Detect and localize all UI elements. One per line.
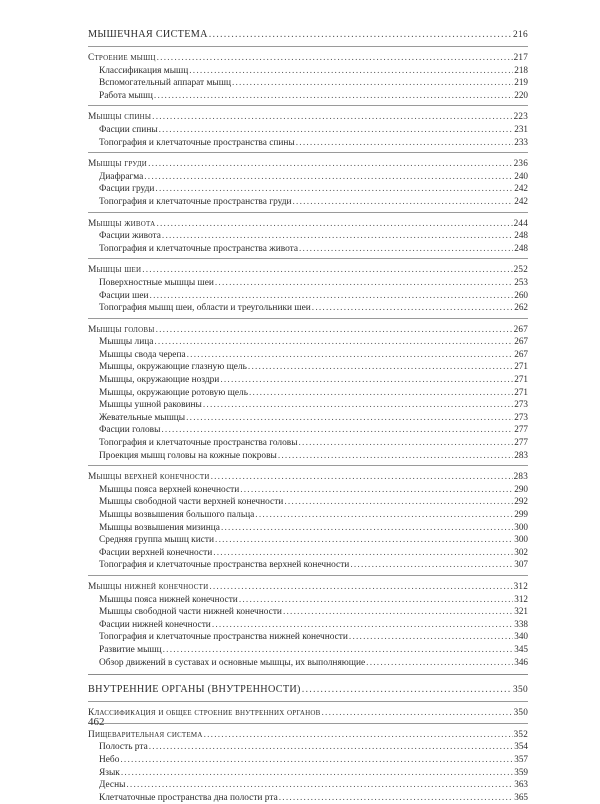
toc-group-entry bbox=[88, 470, 528, 483]
toc-group-entry bbox=[88, 217, 528, 230]
toc-divider bbox=[88, 318, 528, 319]
toc-item-entry bbox=[88, 495, 528, 508]
toc-group bbox=[88, 323, 528, 462]
toc-divider bbox=[88, 723, 528, 724]
toc-divider bbox=[88, 212, 528, 213]
toc-title: Развитие мышц bbox=[99, 644, 162, 655]
toc-leader-dots bbox=[279, 792, 513, 804]
toc-leader-dots bbox=[186, 412, 513, 425]
toc-item-entry bbox=[88, 483, 528, 496]
toc-leader-dots bbox=[154, 90, 513, 103]
toc-page: 217 bbox=[513, 52, 528, 62]
toc-item-entry bbox=[88, 411, 528, 424]
toc-title: Средняя группа мышц кисти bbox=[99, 535, 215, 546]
toc-leader-dots bbox=[148, 158, 513, 171]
toc-item-entry bbox=[88, 64, 528, 77]
toc-group bbox=[88, 263, 528, 313]
toc-item-entry bbox=[88, 656, 528, 669]
toc-page: 299 bbox=[514, 509, 528, 519]
toc-leader-dots bbox=[159, 124, 514, 137]
toc-divider bbox=[88, 105, 528, 106]
toc-page: 300 bbox=[514, 521, 528, 532]
toc-item-entry bbox=[88, 436, 528, 449]
toc-leader-dots bbox=[161, 424, 513, 437]
toc-title: Вспомогательный аппарат мышц bbox=[99, 78, 231, 89]
toc-leader-dots bbox=[284, 496, 513, 509]
toc-item-entry bbox=[88, 791, 528, 804]
toc-item-entry bbox=[88, 242, 528, 255]
toc-page: 216 bbox=[513, 30, 528, 40]
toc-leader-dots bbox=[215, 534, 513, 547]
toc-title: Мышцы, окружающие ротовую щель bbox=[99, 387, 248, 398]
toc-title: Мышцы шеи bbox=[88, 265, 142, 276]
toc-title: Мышцы живота bbox=[88, 218, 156, 229]
toc-title: Мышцы, окружающие глазную щель bbox=[99, 362, 247, 373]
toc-title: Строение мышц bbox=[88, 53, 156, 63]
toc-page: 223 bbox=[513, 111, 528, 122]
toc-leader-dots bbox=[149, 741, 513, 754]
toc-title: Мышцы спины bbox=[88, 112, 152, 123]
toc-page: 248 bbox=[514, 242, 528, 253]
toc-title: Фасции верхней конечности bbox=[99, 547, 213, 558]
toc-leader-dots bbox=[293, 196, 514, 209]
toc-item-entry bbox=[88, 123, 528, 136]
toc-title: Мышцы лица bbox=[99, 337, 154, 348]
toc-title: Мышцы верхней конечности bbox=[88, 472, 210, 483]
toc-title: МЫШЕЧНАЯ СИСТЕМА bbox=[88, 29, 208, 40]
toc-leader-dots bbox=[299, 437, 514, 450]
toc-title: Полость рта bbox=[99, 742, 148, 753]
toc-title: Фасции груди bbox=[99, 184, 155, 195]
toc-group-entry bbox=[88, 263, 528, 276]
toc-title: Топография и клетчаточные пространства нижней конечности bbox=[99, 632, 348, 643]
toc-leader-dots bbox=[249, 387, 513, 400]
toc-item-entry bbox=[88, 630, 528, 643]
toc-group bbox=[88, 110, 528, 148]
toc-divider bbox=[88, 674, 528, 675]
toc-title: Мышцы груди bbox=[88, 159, 148, 170]
toc-leader-dots bbox=[255, 509, 513, 522]
toc-item-entry bbox=[88, 618, 528, 631]
toc-page: 312 bbox=[514, 593, 528, 604]
toc-leader-dots bbox=[150, 290, 514, 303]
toc-title: Фасции спины bbox=[99, 124, 158, 135]
toc-group-entry bbox=[88, 706, 528, 719]
toc-leader-dots bbox=[221, 522, 513, 535]
toc-title: Диафрагма bbox=[99, 171, 144, 182]
toc-page: 283 bbox=[514, 449, 528, 460]
toc-page: 307 bbox=[514, 559, 528, 570]
toc-page: 352 bbox=[513, 728, 528, 739]
toc-title: Мышцы свободной части верхней конечности bbox=[99, 497, 284, 508]
toc-page: 242 bbox=[514, 183, 528, 194]
toc-group bbox=[88, 728, 528, 804]
toc-leader-dots bbox=[278, 450, 513, 463]
toc-divider bbox=[88, 575, 528, 576]
toc-item-entry bbox=[88, 508, 528, 521]
toc-page: 220 bbox=[514, 89, 528, 100]
toc-page: 242 bbox=[514, 195, 528, 206]
toc-item-entry bbox=[88, 289, 528, 302]
toc-item-entry bbox=[88, 373, 528, 386]
toc-leader-dots bbox=[349, 631, 513, 644]
toc-item-entry bbox=[88, 360, 528, 373]
toc-leader-dots bbox=[189, 65, 513, 78]
toc-leader-dots bbox=[156, 218, 512, 231]
toc-leader-dots bbox=[239, 594, 513, 607]
toc-section-entry bbox=[88, 683, 528, 697]
toc-title: Фасции головы bbox=[99, 425, 161, 436]
toc-item-entry bbox=[88, 182, 528, 195]
toc-page: 233 bbox=[514, 136, 528, 147]
toc-item-entry bbox=[88, 398, 528, 411]
toc-page: 244 bbox=[513, 217, 528, 228]
toc-group bbox=[88, 157, 528, 207]
toc-page: 267 bbox=[514, 336, 528, 347]
toc-page: 345 bbox=[514, 643, 528, 654]
toc-item-entry bbox=[88, 521, 528, 534]
toc-item-entry bbox=[88, 766, 528, 779]
toc-title: Мышцы пояса верхней конечности bbox=[99, 484, 240, 495]
toc-leader-dots bbox=[240, 484, 513, 497]
toc-leader-dots bbox=[187, 349, 514, 362]
toc-title: Топография мышц шеи, области и треугольники шеи bbox=[99, 303, 311, 314]
toc-leader-dots bbox=[302, 683, 512, 697]
toc-leader-dots bbox=[215, 277, 513, 290]
toc-title: Фасции живота bbox=[99, 231, 161, 242]
toc-page: 340 bbox=[514, 631, 528, 642]
toc-title: Небо bbox=[99, 754, 120, 765]
toc-leader-dots bbox=[155, 183, 513, 196]
toc-item-entry bbox=[88, 276, 528, 289]
toc-leader-dots bbox=[120, 754, 513, 767]
toc-page: 219 bbox=[514, 77, 528, 88]
toc-title: Язык bbox=[99, 767, 120, 778]
toc-divider bbox=[88, 465, 528, 466]
toc-page: 262 bbox=[514, 302, 528, 313]
toc-title: Фасции нижней конечности bbox=[99, 619, 211, 630]
toc-page: 248 bbox=[514, 230, 528, 241]
toc-page: 231 bbox=[514, 123, 528, 134]
toc-leader-dots bbox=[312, 302, 513, 315]
toc-group bbox=[88, 470, 528, 571]
toc-title: Топография и клетчаточные пространства живота bbox=[99, 243, 299, 254]
toc-title: Мышцы возвышения большого пальца bbox=[99, 510, 255, 520]
toc-group-entry bbox=[88, 728, 528, 741]
toc-item-entry bbox=[88, 89, 528, 102]
toc-page: 273 bbox=[514, 399, 528, 410]
toc-group-entry bbox=[88, 51, 528, 64]
toc-leader-dots bbox=[212, 619, 513, 632]
toc-title: Мышцы, окружающие ноздри bbox=[99, 375, 220, 386]
toc-title: Мышцы свободной части нижней конечности bbox=[99, 607, 282, 618]
toc-leader-dots bbox=[296, 137, 513, 150]
toc-leader-dots bbox=[121, 767, 513, 780]
toc-title: Мышцы головы bbox=[88, 324, 155, 335]
toc-page: 218 bbox=[514, 64, 528, 75]
toc-divider bbox=[88, 701, 528, 702]
toc-title: Классификация мышц bbox=[99, 65, 189, 76]
toc-page: 271 bbox=[514, 374, 528, 385]
toc-title: Поверхностные мышцы шеи bbox=[99, 277, 214, 288]
toc-group bbox=[88, 51, 528, 101]
toc-page: 240 bbox=[514, 170, 528, 181]
toc-divider bbox=[88, 46, 528, 47]
toc-title: Мышцы нижней конечности bbox=[88, 581, 209, 592]
toc-leader-dots bbox=[299, 243, 513, 256]
toc-page: 236 bbox=[513, 158, 528, 169]
toc-divider bbox=[88, 258, 528, 259]
toc-leader-dots bbox=[350, 559, 513, 572]
toc-title: Топография и клетчаточные пространства груди bbox=[99, 196, 292, 207]
toc-page: 354 bbox=[514, 741, 528, 752]
toc-title: Топография и клетчаточные пространства головы bbox=[99, 438, 298, 449]
toc-title: Десны bbox=[99, 780, 126, 791]
toc-item-entry bbox=[88, 593, 528, 606]
toc-page: 283 bbox=[513, 471, 528, 482]
toc-title: Мышцы пояса нижней конечности bbox=[99, 594, 238, 605]
toc-page: 271 bbox=[514, 386, 528, 397]
toc-page: 253 bbox=[514, 276, 528, 287]
toc-page: 267 bbox=[513, 323, 528, 334]
toc-leader-dots bbox=[213, 547, 513, 560]
toc-title: ВНУТРЕННИЕ ОРГАНЫ (ВНУТРЕННОСТИ) bbox=[88, 684, 301, 696]
toc-leader-dots bbox=[157, 52, 513, 65]
toc-leader-dots bbox=[283, 606, 513, 619]
toc-page: 350 bbox=[513, 685, 528, 696]
toc-item-entry bbox=[88, 533, 528, 546]
toc-item-entry bbox=[88, 753, 528, 766]
toc-leader-dots bbox=[163, 644, 514, 657]
toc-item-entry bbox=[88, 643, 528, 656]
toc-item-entry bbox=[88, 170, 528, 183]
page-number: 462 bbox=[88, 716, 105, 728]
toc-leader-dots bbox=[144, 171, 513, 184]
toc-page: 300 bbox=[514, 534, 528, 545]
toc-leader-dots bbox=[209, 28, 512, 42]
toc-leader-dots bbox=[126, 779, 513, 792]
toc-page: 277 bbox=[514, 424, 528, 435]
toc-leader-dots bbox=[366, 657, 513, 670]
toc-leader-dots bbox=[156, 324, 513, 337]
toc-group-entry bbox=[88, 323, 528, 336]
toc-page: 312 bbox=[513, 580, 528, 591]
toc-page: 277 bbox=[514, 437, 528, 448]
toc-item-entry bbox=[88, 136, 528, 149]
toc-leader-dots bbox=[162, 230, 513, 243]
toc-page: 338 bbox=[514, 618, 528, 629]
toc-leader-dots bbox=[142, 264, 512, 277]
toc-group-entry bbox=[88, 157, 528, 170]
toc-item-entry bbox=[88, 423, 528, 436]
toc-leader-dots bbox=[152, 111, 512, 124]
toc-section-entry bbox=[88, 28, 528, 42]
toc-page: 302 bbox=[514, 546, 528, 557]
toc-page: 359 bbox=[514, 766, 528, 777]
toc-page: 292 bbox=[514, 496, 528, 507]
toc-item-entry bbox=[88, 386, 528, 399]
toc-title: Фасции шеи bbox=[99, 290, 149, 301]
toc-page: 290 bbox=[514, 483, 528, 494]
toc-divider bbox=[88, 152, 528, 153]
toc-page: 321 bbox=[514, 606, 528, 617]
toc-leader-dots bbox=[154, 336, 513, 349]
toc-title: Топография и клетчаточные пространства спины bbox=[99, 137, 295, 148]
toc-page: 271 bbox=[514, 361, 528, 372]
toc-title: Мышцы ушной раковины bbox=[99, 400, 202, 411]
toc-page: 260 bbox=[514, 289, 528, 300]
toc-item-entry bbox=[88, 546, 528, 559]
toc-leader-dots bbox=[204, 729, 513, 742]
toc-title: Работа мышц bbox=[99, 90, 153, 101]
toc-leader-dots bbox=[248, 361, 513, 374]
toc-item-entry bbox=[88, 335, 528, 348]
toc-leader-dots bbox=[322, 707, 513, 720]
toc-title: Мышцы возвышения мизинца bbox=[99, 522, 220, 533]
toc-leader-dots bbox=[203, 399, 513, 412]
toc-item-entry bbox=[88, 195, 528, 208]
toc-item-entry bbox=[88, 449, 528, 462]
toc-item-entry bbox=[88, 778, 528, 791]
toc-title: Мышцы свода черепа bbox=[99, 349, 186, 360]
toc-page: 252 bbox=[513, 264, 528, 275]
toc-page: 365 bbox=[514, 791, 528, 802]
toc-item-entry bbox=[88, 76, 528, 89]
toc-title: Топография и клетчаточные пространства верхней конечности bbox=[99, 560, 350, 571]
toc-group-entry bbox=[88, 110, 528, 123]
toc-item-entry bbox=[88, 605, 528, 618]
toc-title: Проекция мышц головы на кожные покровы bbox=[99, 450, 277, 461]
toc-page: 346 bbox=[514, 656, 528, 667]
toc-group-entry bbox=[88, 580, 528, 593]
toc-leader-dots bbox=[232, 77, 513, 90]
toc-page: 350 bbox=[513, 707, 528, 718]
toc-item-entry bbox=[88, 301, 528, 314]
toc-title: Обзор движений в суставах и основные мышцы, их выполняющие bbox=[99, 657, 366, 668]
toc-leader-dots bbox=[209, 581, 512, 594]
toc-group bbox=[88, 580, 528, 668]
toc-group bbox=[88, 706, 528, 719]
toc-title: Пищеварительная система bbox=[88, 729, 203, 740]
table-of-contents bbox=[88, 28, 528, 803]
toc-page: 363 bbox=[514, 779, 528, 790]
toc-group bbox=[88, 217, 528, 255]
toc-page: 273 bbox=[514, 411, 528, 422]
toc-page: 357 bbox=[514, 753, 528, 764]
toc-title: Классификация и общее строение внутренних органов bbox=[88, 708, 321, 719]
toc-page: 267 bbox=[514, 348, 528, 359]
toc-title: Жевательные мышцы bbox=[99, 412, 186, 423]
toc-leader-dots bbox=[220, 374, 513, 387]
toc-item-entry bbox=[88, 740, 528, 753]
toc-item-entry bbox=[88, 348, 528, 361]
toc-title: Клетчаточные пространства дна полости рта bbox=[99, 792, 278, 803]
toc-leader-dots bbox=[211, 471, 513, 484]
toc-item-entry bbox=[88, 558, 528, 571]
toc-item-entry bbox=[88, 229, 528, 242]
